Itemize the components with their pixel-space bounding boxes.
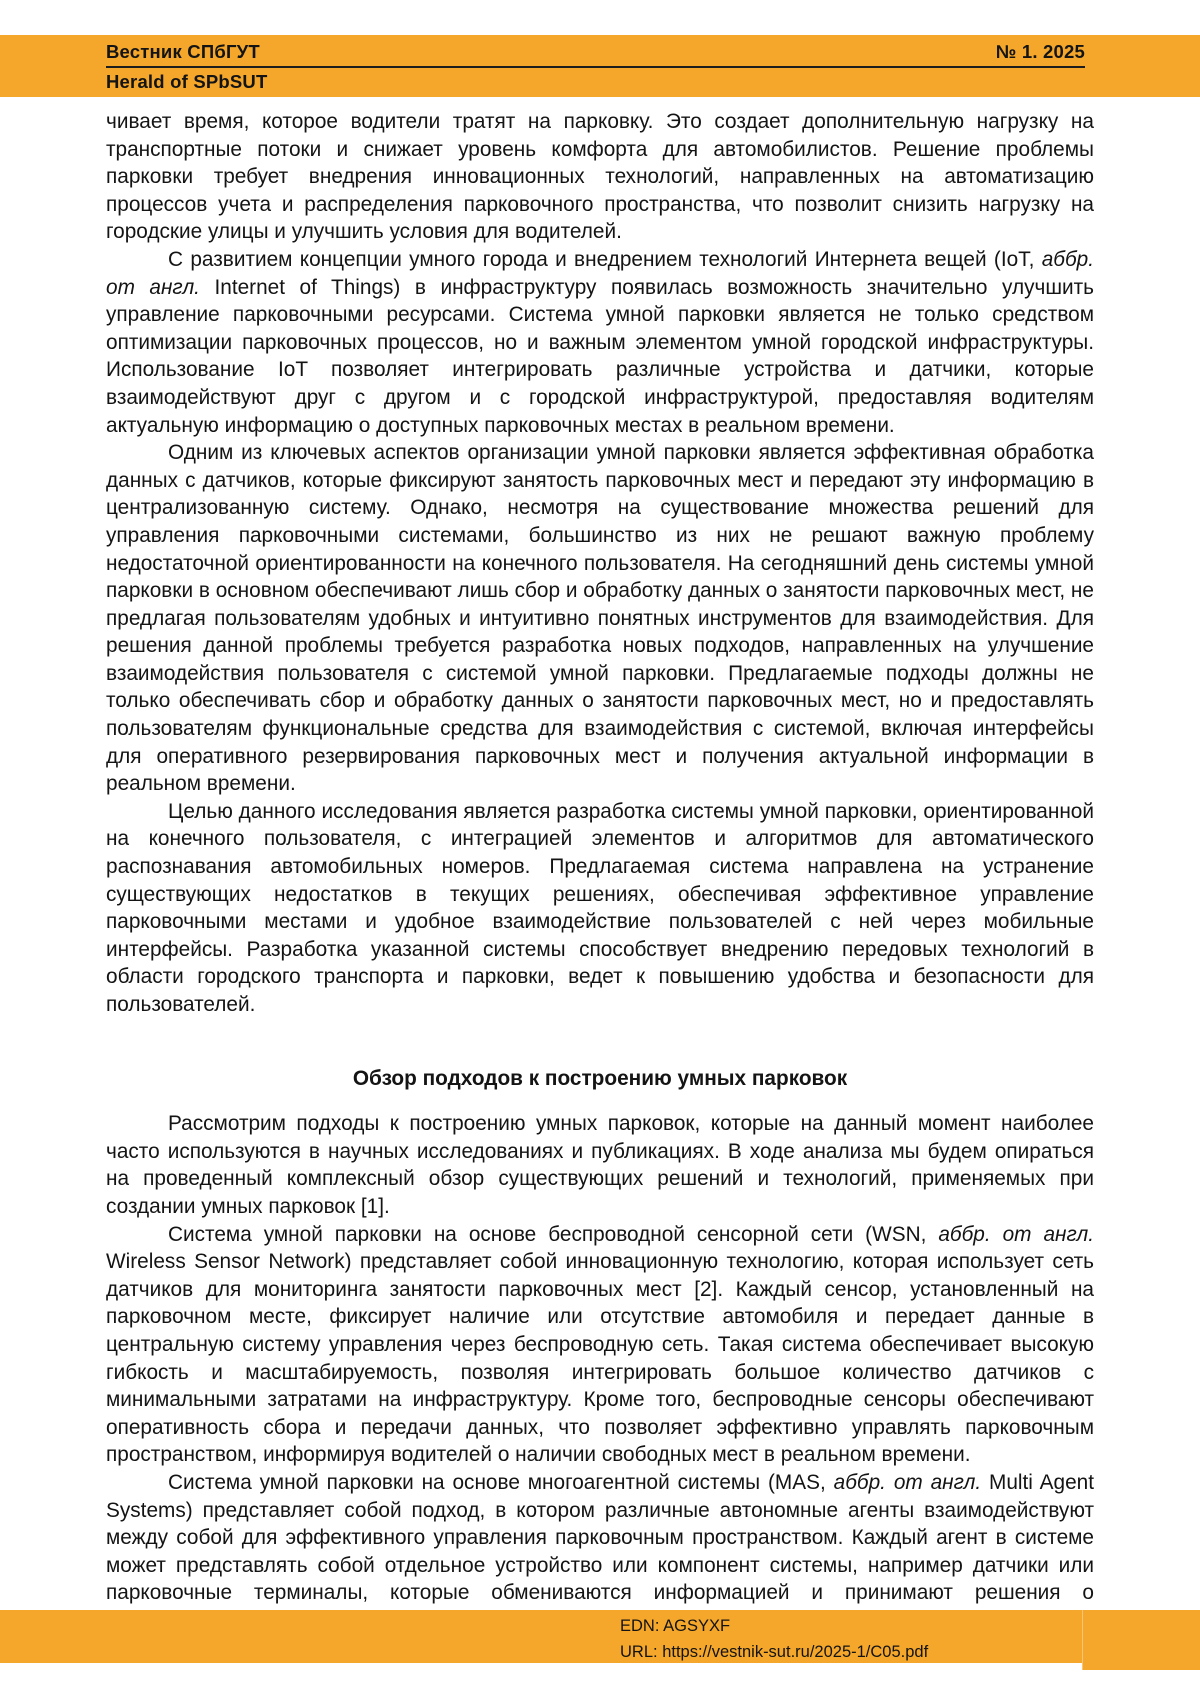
edn-label: EDN: <box>620 1617 660 1635</box>
url-line <box>620 1639 928 1665</box>
paragraph: Целью данного исследования является разработка системы умной парковки, ориентированной на конечного пользователя, с интеграцией элементов и алгоритмов для автоматического распознавания автомобильных номеров. Предлагаемая система направлена на устранение существующих недостатков в текущих решениях, обеспечивая эффективное управление парковочными местами и удобное взаимодействие пользователей с ней через мобильные интерфейсы. Разработка указанной системы способствует внедрению передовых технологий в области городского транспорта и парковки, ведет к повышению удобства и безопасности для пользователей. <box>106 799 1094 1016</box>
url-value: https://vestnik-sut.ru/2025-1/C05.pdf <box>662 1643 929 1661</box>
edn-value: AGSYXF <box>663 1617 731 1635</box>
paragraph: чивает время, которое водители тратят на парковку. Это создает дополнительную нагрузку на транспортные потоки и снижает уровень комфорта для автомобилистов. Решение проблемы парковки требует внедрения инновационных технологий, направленных на автоматизацию процессов учета и распределения парковочного пространства, что позволит снизить нагрузку на городские улицы и улучшить условия для водителей. <box>106 110 1094 244</box>
journal-subtitle: Herald of SPbSUT <box>106 71 268 92</box>
header-rule <box>106 41 1085 68</box>
paragraph: Рассмотрим подходы к построению умных парковок, которые на данный момент наиболее часто используются в научных исследованиях и публикациях. В ходе анализа мы будем опираться на проведенный комплексный обзор существующих решений и технологий, применяемых при создании умных парковок [1]. <box>106 1112 1094 1218</box>
section-heading: Обзор подходов к построению умных парковок <box>352 1066 848 1090</box>
journal-title: Вестник СПбГУТ <box>106 41 260 62</box>
article-body <box>106 108 1094 1634</box>
header-band <box>0 35 1200 97</box>
footer-band-right-segment <box>1082 1610 1200 1670</box>
paragraph: Система умной парковки на основе многоагентной системы (MAS, аббр. от англ. Multi Agent Systems) представляет собой подход, в котором различные автономные агенты взаимодействуют между собой для эффективного управления парковочным пространством. Каждый агент в системе может представлять собой отдельное устройство или компонент системы, например датчики или парковочные терминалы, которые обмениваются информацией и принимают решения о <box>106 1470 1094 1605</box>
paragraph: С развитием концепции умного города и внедрением технологий Интернета вещей (IoT, аббр. от англ. Internet of Things) в инфраструктуру появилась возможность значительно улучшить управление парковочными ресурсами. Система умной парковки является не только средством оптимизации парковочных процессов, но и важным элементом умной городской инфраструктуры. Использование IoT позволяет интегрировать различные устройства и датчики, которые взаимодействуют друг с другом и с городской инфраструктурой, предоставляя водителям актуальную информацию о доступных парковочных местах в реальном времени. <box>106 247 1094 437</box>
footer <box>620 1613 928 1665</box>
paragraph: Одним из ключевых аспектов организации умной парковки является эффективная обработка данных с датчиков, которые фиксируют занятость парковочных мест и передают эту информацию в централизованную систему. Однако, несмотря на существование множества решений для управления парковочными системами, большинство из них не решают важную проблему недостаточной ориентированности на конечного пользователя. На сегодняшний день системы умной парковки в основном обеспечивают лишь сбор и обработку данных о занятости парковочных мест, не предлагая пользователям удобных и интуитивно понятных инструментов для взаимодействия. Для решения данной проблемы требуется разработка новых подходов, направленных на улучшение взаимодействия пользователя с системой умной парковки. Предлагаемые подходы должны не только обеспечивать сбор и обработку данных о занятости парковочных мест, но и предоставлять пользователям функциональные средства для взаимодействия с системой, включая интерфейсы для оперативного резервирования парковочных мест и получения актуальной информации в реальном времени. <box>106 441 1094 796</box>
bottom-mask <box>0 1663 1200 1697</box>
paragraph: Система умной парковки на основе беспроводной сенсорной сети (WSN, аббр. от англ. Wireless Sensor Network) представляет собой инновационную технологию, которая использует сеть датчиков для мониторинга занятости парковочных мест [2]. Каждый сенсор, установленный на парковочном месте, фиксирует наличие или отсутствие автомобиля и передает данные в центральную систему управления через беспроводную сеть. Такая система обеспечивает высокую гибкость и масштабируемость, позволяя интегрировать большое количество датчиков с минимальными затратами на инфраструктуру. Кроме того, беспроводные сенсоры обеспечивают оперативность сбора и передачи данных, что позволяет эффективно управлять парковочным пространством, информируя водителей о наличии свободных мест в реальном времени. <box>106 1222 1095 1467</box>
edn-line <box>620 1613 928 1639</box>
issue-number: № 1. 2025 <box>995 41 1085 62</box>
header <box>106 41 1094 93</box>
url-label: URL: <box>620 1643 658 1661</box>
